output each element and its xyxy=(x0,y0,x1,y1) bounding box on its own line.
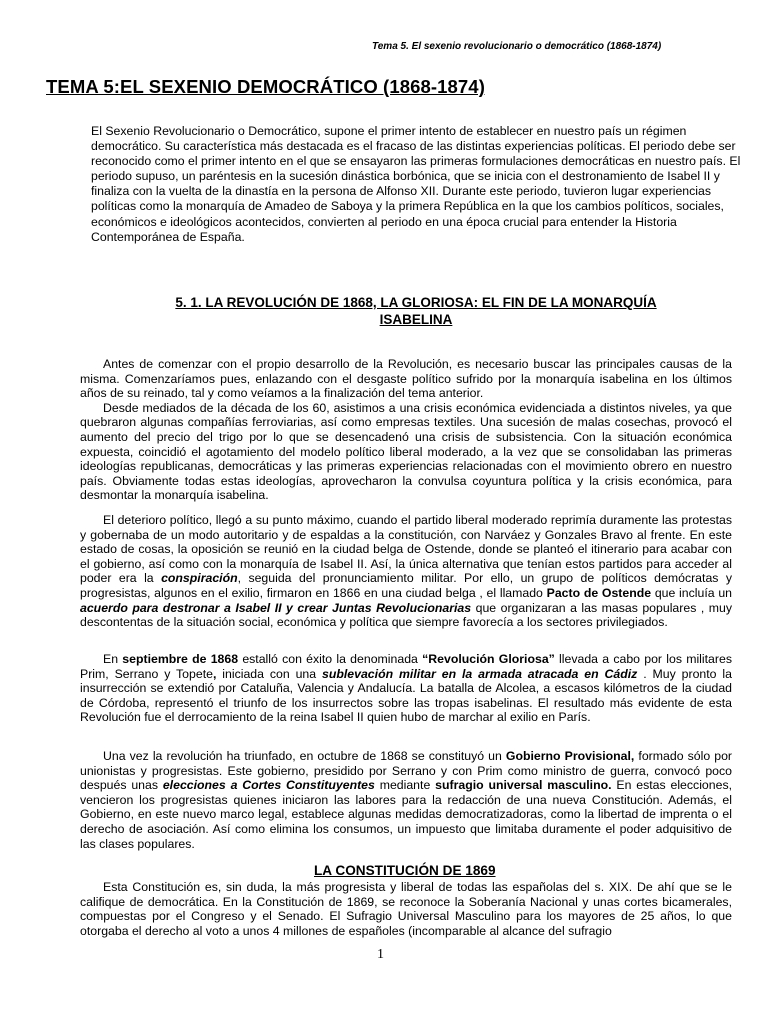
emphasis-acuerdo: acuerdo para destronar a Isabel II y crear Juntas Revolucionarias xyxy=(80,600,472,615)
emphasis-revolucion-gloriosa: “Revolución Gloriosa” xyxy=(422,652,555,666)
emphasis-sufragio: sufragio universal masculino. xyxy=(435,778,612,793)
section-heading-line1: 5. 1. LA REVOLUCIÓN DE 1868, LA GLORIOSA: EL FIN DE LA MONARQUÍA xyxy=(175,295,657,310)
section-body-block-4 xyxy=(80,749,732,851)
body-paragraph-6: Esta Constitución es, sin duda, la más progresista y liberal de todas las españolas del s. XIX. De ahí que se le califique de democrática. En la Constitución de 1869, se reconoce la Soberanía Nacional y unas cortes bicamerales, compuestas por el Congreso y el Senado. El Sufragio Universal Masculino para los mayores de 25 años, lo que otorgaba el derecho al voto a unos 4 millones de españoles (incomparable al alcance del sufragio xyxy=(80,880,732,938)
body-paragraph-2: Desde mediados de la década de los 60, asistimos a una crisis económica evidenciada a distintos niveles, ya que quebraron algunas compañías ferroviarias, así como empresas textiles. Una sucesión de malas cosechas, provocó el aumento del precio del trigo por lo que se desencadenó una crisis de subsistencia. Con la situación económica expuesta, coincidió el agotamiento del modelo político liberal moderado, a la vez que se consolidaban las primeras ideologías republicanas, democráticas y las primeras experiencias relacionadas con el movimiento obrero en nuestro país. Obviamente todas estas ideologías, aprovecharon la convulsa coyuntura política y la crisis económica, para desmontar la monarquía isabelina. xyxy=(80,400,732,503)
page-number: 1 xyxy=(377,947,384,962)
intro-paragraph: El Sexenio Revolucionario o Democrático, supone el primer intento de establecer en nuestro país un régimen democrático. Su característica más destacada es el fracaso de las distintas experiencias políticas. El periodo debe ser reconocido como el primer intento en el que se ensayaron las primeras formulaciones democráticas en nuestro país. El periodo supuso, un paréntesis en la sucesión dinástica borbónica, que se inicia con el destronamiento de Isabel II y finaliza con la vuelta de la dinastía en la persona de Alfonso XII. Durante este periodo, tuvieron lugar experiencias políticas como la monarquía de Amadeo de Saboya y la primera República en la que los cambios políticos, sociales, económicos e ideológicos acontecidos, convierten al periodo en una época crucial para entender la Historia Contemporánea de España. xyxy=(91,124,741,244)
emphasis-sublevacion: sublevación militar en la armada atracada en Cádiz xyxy=(322,666,638,681)
section-body-block-1 xyxy=(80,357,732,503)
emphasis-septiembre-1868: septiembre de 1868 xyxy=(122,652,239,666)
section-body-block-3 xyxy=(80,652,732,725)
subheading-constitucion-1869: LA CONSTITUCIÓN DE 1869 xyxy=(314,863,496,878)
emphasis-conspiracion: conspiración xyxy=(161,571,238,586)
page-title: TEMA 5:EL SEXENIO DEMOCRÁTICO (1868-1874) xyxy=(46,76,485,97)
emphasis-gobierno-provisional: Gobierno Provisional, xyxy=(505,749,635,763)
body-paragraph-4: En septiembre de 1868 estalló con éxito la denominada “Revolución Gloriosa” llevada a cabo por los militares Prim, Serrano y Topete, iniciada con una sublevación militar en la armada atracada en Cádiz . Muy pronto la insurrección se extendió por Cataluña, Valencia y Andalucía. La batalla de Alcolea, a escasos kilómetros de la ciudad de Córdoba, representó el triunfo de los insurrectos sobre las tropas isabelinas. El resultado más evidente de esta Revolución fue el derrocamiento de la reina Isabel II quien hubo de marchar al exilio en París. xyxy=(80,652,732,725)
emphasis-pacto-ostende: Pacto de Ostende xyxy=(546,585,652,600)
emphasis-elecciones: elecciones a Cortes Constituyentes xyxy=(162,778,375,793)
running-header: Tema 5. El sexenio revolucionario o democrático (1868-1874) xyxy=(372,41,662,52)
body-paragraph-1: Antes de comenzar con el propio desarrollo de la Revolución, es necesario buscar las principales causas de la misma. Comenzaríamos pues, enlazando con el desgaste político sufrido por la monarquía isabelina en los últimos años de su reinado, tal y como veíamos a la finalización del tema anterior. xyxy=(80,357,732,401)
body-paragraph-5: Una vez la revolución ha triunfado, en octubre de 1868 se constituyó un Gobierno Provisional, formado sólo por unionistas y progresistas. Este gobierno, presidido por Serrano y con Prim como ministro de guerra, convocó poco después unas elecciones a Cortes Constituyentes mediante sufragio universal masculino. En estas elecciones, vencieron los progresistas quienes iniciaron las labores para la redacción de una nueva Constitución. Además, el Gobierno, en este nuevo marco legal, establece algunas medidas democratizadoras, como la libertad de imprenta o el derecho de asociación. Así como elimina los consumos, un impuesto que limitaba duramente el poder adquisitivo de las clases populares. xyxy=(80,749,733,851)
section-heading-line2: ISABELINA xyxy=(379,312,453,327)
section-body-block-5 xyxy=(80,880,732,938)
body-paragraph-3: El deterioro político, llegó a su punto máximo, cuando el partido liberal moderado reprimía duramente las protestas y gobernaba de un modo autoritario y de espaldas a la constitución, con Narváez y Gonzales Bravo al frente. En este estado de cosas, la oposición se reunió en la ciudad belga de Ostende, donde se planteó el itinerario para acabar con el gobierno, así como con la monarquía de Isabel II. Así, la única alternativa que tenían estos partidos para acceder al poder era la conspiración, seguida del pronunciamiento militar. Por ello, un grupo de políticos demócratas y progresistas, algunos en el exilio, firmaron en 1866 en una ciudad belga , el llamado Pacto de Ostende que incluía un acuerdo para destronar a Isabel II y crear Juntas Revolucionarias que organizaran a las masas populares , muy descontentas de la situación social, económica y política que siempre favorecía a los sectores privilegiados. xyxy=(80,513,733,630)
section-body-block-2 xyxy=(80,513,732,630)
section-heading xyxy=(120,294,712,328)
